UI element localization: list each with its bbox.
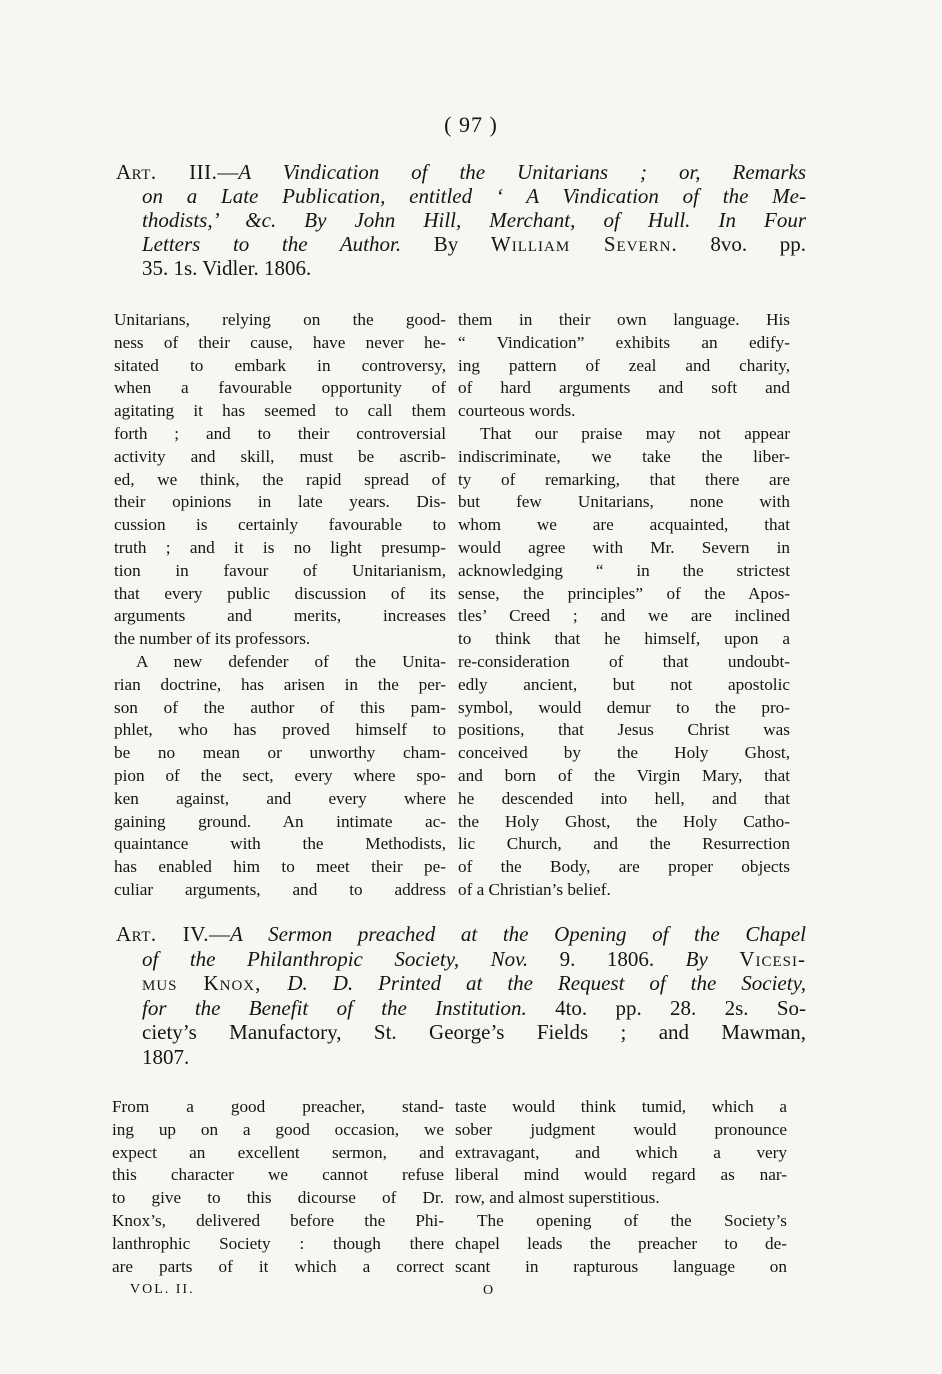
text-line: ness of their cause, have never he- (114, 332, 446, 352)
text-line: rian doctrine, has arisen in the per- (114, 674, 446, 694)
heading-text: on a Late Publication, entitled ‘ A Vindication of the Me- (142, 184, 806, 208)
heading-line (116, 971, 806, 996)
heading-text: 8vo. pp. (677, 232, 807, 256)
heading-text: ciety’s Manufactory, St. George’s Fields ; and Mawman, (142, 1020, 806, 1044)
text-line: and born of the Virgin Mary, that (458, 765, 790, 785)
text-line: the Holy Ghost, the Holy Catho- (458, 811, 790, 831)
article-4-heading (116, 922, 806, 1069)
text-line: indiscriminate, we take the liber- (458, 446, 790, 466)
heading-line (116, 184, 806, 208)
text-line: to think that he himself, upon a (458, 629, 790, 649)
heading-text: — (209, 922, 231, 946)
sheet-mark: O (483, 1283, 494, 1298)
text-line: truth ; and it is no light presump- (114, 537, 446, 557)
text-line: the number of its professors. (114, 629, 311, 649)
text-line: their opinions in late years. Dis- (114, 492, 446, 512)
text-line: conceived by the Holy Ghost, (458, 743, 790, 763)
text-line: culiar arguments, and to address (114, 879, 446, 899)
article-3-left-column (114, 309, 446, 902)
text-line: that every public discussion of its (114, 583, 446, 603)
text-line: ken against, and every where (114, 788, 446, 808)
text-line: row, and almost superstitious. (455, 1188, 660, 1208)
text-line: From a good preacher, stand- (112, 1097, 444, 1116)
text-line: sitated to embark in controversy, (114, 355, 446, 375)
text-line: forth ; and to their controversial (114, 423, 446, 443)
text-line: liberal mind would regard as nar- (455, 1165, 787, 1185)
heading-text: mus Knox, (142, 971, 288, 995)
heading-text: of the Philanthropic Society, Nov. (142, 946, 560, 971)
heading-text: 1807. (142, 1044, 190, 1069)
heading-text: thodists,’ &c. By John Hill, Merchant, of Hull. In Four (142, 208, 806, 232)
text-line: but few Unitarians, none with (458, 492, 790, 512)
heading-text: 9. 1806. (559, 946, 686, 971)
text-line: agitating it has seemed to call them (114, 401, 446, 421)
text-line: ed, we think, the rapid spread of (114, 469, 446, 489)
volume-signature: VOL. II. (130, 1282, 195, 1297)
article-4-left-column (112, 1096, 444, 1278)
text-line: lanthrophic Society : though there (112, 1233, 444, 1253)
text-line: of a Christian’s belief. (458, 879, 611, 899)
text-line: symbol, would demur to the pro- (458, 697, 790, 717)
heading-text: 4to. pp. 28. 2s. So- (526, 995, 806, 1020)
heading-line (116, 1020, 806, 1045)
text-line: acknowledging “ in the strictest (458, 560, 790, 580)
text-line: this character we cannot refuse (112, 1165, 444, 1185)
heading-text: Art. IV. (116, 922, 210, 946)
heading-text: for the Benefit of the Institution. (142, 995, 527, 1020)
heading-text: Art. III. (116, 160, 218, 184)
text-line: gaining ground. An intimate ac- (114, 811, 446, 831)
text-line: son of the author of this pam- (114, 697, 446, 717)
heading-text: By (401, 232, 491, 256)
text-line: has enabled him to meet their pe- (114, 857, 446, 877)
text-line: of hard arguments and soft and (458, 378, 790, 398)
text-line: tion in favour of Unitarianism, (114, 560, 446, 580)
text-line: them in their own language. His (458, 310, 790, 329)
article-3-right-column (458, 309, 790, 902)
heading-line (116, 160, 806, 184)
text-line: chapel leads the preacher to de- (455, 1233, 787, 1253)
text-line: edly ancient, but not apostolic (458, 674, 790, 694)
article-4-right-column (455, 1096, 787, 1278)
text-line: Knox’s, delivered before the Phi- (112, 1210, 444, 1230)
heading-line (116, 256, 806, 280)
text-line: quaintance with the Methodists, (114, 834, 446, 854)
heading-text: A Sermon preached at the Opening of the Chapel (230, 922, 806, 946)
heading-line (116, 996, 806, 1021)
heading-line (116, 947, 806, 972)
text-line: scant in rapturous language on (455, 1256, 787, 1276)
text-line: cussion is certainly favourable to (114, 515, 446, 535)
text-line: positions, that Jesus Christ was (458, 720, 790, 740)
text-line: would agree with Mr. Severn in (458, 537, 790, 557)
text-line: “ Vindication” exhibits an edify- (458, 332, 790, 352)
text-line: taste would think tumid, which a (455, 1097, 787, 1116)
text-line: arguments and merits, increases (114, 606, 446, 626)
text-line: activity and skill, must be ascrib- (114, 446, 446, 466)
text-line: ing pattern of zeal and charity, (458, 355, 790, 375)
text-line: A new defender of the Unita- (136, 651, 446, 671)
text-line: That our praise may not appear (480, 423, 790, 443)
text-line: are parts of it which a correct (112, 1256, 444, 1276)
heading-text: By (685, 946, 740, 971)
text-line: pion of the sect, every where spo- (114, 765, 446, 785)
text-line: phlet, who has proved himself to (114, 720, 446, 740)
text-line: ty of remarking, that there are (458, 469, 790, 489)
heading-text: William Severn. (490, 232, 678, 256)
text-line: The opening of the Society’s (477, 1210, 787, 1230)
text-line: tles’ Creed ; and we are inclined (458, 606, 790, 626)
heading-line (116, 922, 806, 947)
text-line: he descended into hell, and that (458, 788, 790, 808)
text-line: lic Church, and the Resurrection (458, 834, 790, 854)
text-line: of the Body, are proper objects (458, 857, 790, 877)
text-line: whom we are acquainted, that (458, 515, 790, 535)
heading-text: — (217, 160, 239, 184)
text-line: re-consideration of that undoubt- (458, 651, 790, 671)
heading-line (116, 1045, 806, 1070)
text-line: when a favourable opportunity of (114, 378, 446, 398)
text-line: be no mean or unworthy cham- (114, 743, 446, 763)
article-3-heading (116, 160, 806, 280)
page-number: ( 97 ) (444, 112, 498, 137)
heading-text: A Vindication of the Unitarians ; or, Remarks (238, 160, 806, 184)
text-line: extravagant, and which a very (455, 1142, 787, 1162)
heading-text: 35. 1s. Vidler. 1806. (142, 256, 312, 280)
text-line: ing up on a good occasion, we (112, 1119, 444, 1139)
heading-line (116, 232, 806, 256)
text-line: courteous words. (458, 401, 576, 421)
heading-line (116, 208, 806, 232)
heading-text: Letters to the Author. (142, 232, 402, 256)
text-line: expect an excellent sermon, and (112, 1142, 444, 1162)
text-line: Unitarians, relying on the good- (114, 310, 446, 329)
heading-text: Vicesi- (739, 946, 806, 971)
text-line: sober judgment would pronounce (455, 1119, 787, 1139)
text-line: to give to this dicourse of Dr. (112, 1188, 444, 1208)
text-line: sense, the principles” of the Apos- (458, 583, 790, 603)
heading-text: D. D. Printed at the Request of the Society, (287, 971, 806, 995)
